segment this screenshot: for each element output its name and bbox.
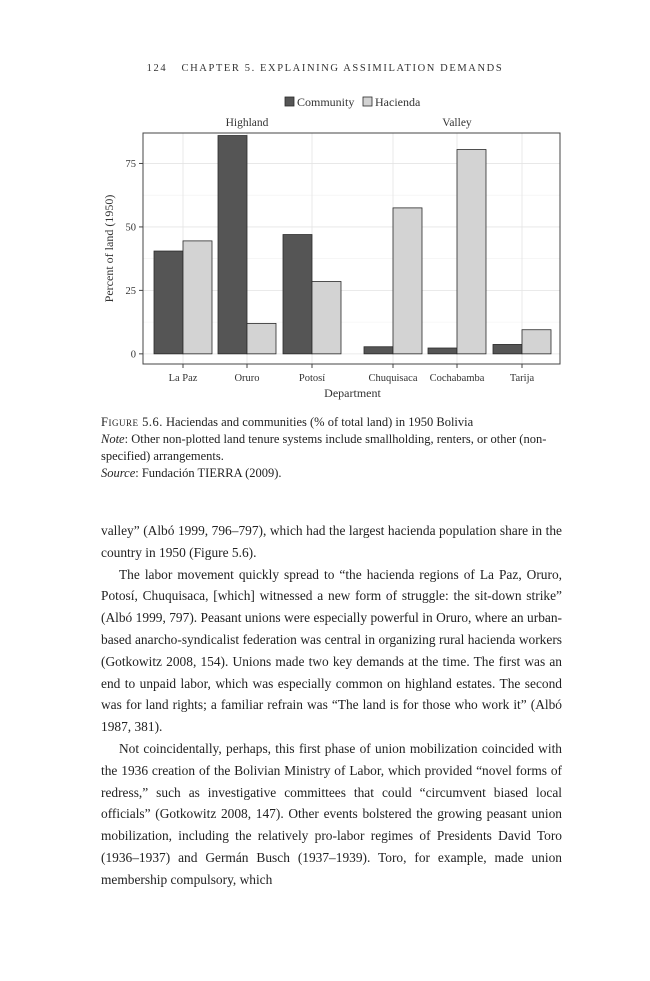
caption-note [101,431,561,465]
source-label: Source [101,466,136,480]
note-label: Note [101,432,125,446]
bar-hacienda-1 [183,241,212,354]
bar-community-6 [493,344,522,353]
y-tick-label: 75 [125,158,136,170]
bar-chart [0,0,650,410]
x-tick-label: Chuquisaca [368,373,418,384]
bar-hacienda-3 [312,282,341,354]
bar-community-2 [218,136,247,354]
figure-title: Haciendas and communities (% of total land) in 1950 Bolivia [162,415,474,429]
bar-hacienda-4 [393,208,422,354]
bar-community-5 [428,348,457,354]
facet-label: Valley [442,117,472,129]
x-tick-label: Oruro [234,373,260,384]
bar-hacienda-2 [247,323,276,353]
bar-community-1 [154,251,183,354]
paragraph-3: Not coincidentally, perhaps, this first phase of union mobilization coincided with the 1936 creation of the Bolivian Ministry of Labor, which provided “novel forms of redress,” such as investigative committees that could “circumvent biased local officials” (Gotkowitz 2008, 147). Other events bolstered the growing peasant union mobilization, including the relatively pro-labor regimes of Presidents David Toro (1936–1937) and Germán Busch (1937–1939). Toro, for example, made union membership compulsory, which [101,740,562,887]
paragraph-1: valley” (Albó 1999, 796–797), which had the largest hacienda population share in the country in 1950 (Figure 5.6). [101,523,562,560]
y-axis-title: Percent of land (1950) [102,194,116,303]
x-tick-label: Potosí [298,373,326,384]
figure-caption [101,414,561,482]
body-text [101,520,562,891]
page-number: 124 [146,63,168,74]
x-tick-label: Cochabamba [429,373,485,384]
bar-hacienda-5 [457,150,486,354]
legend-label-community: Community [297,95,355,109]
source-text: : Fundación TIERRA (2009). [135,466,282,480]
x-tick-label: Tarija [509,373,535,384]
legend-label-hacienda: Hacienda [375,95,421,109]
facet-label: Highland [225,117,269,129]
legend-swatch-hacienda [363,97,372,106]
caption-title-line [101,414,561,431]
bar-community-4 [364,347,393,354]
chapter-title: CHAPTER 5. EXPLAINING ASSIMILATION DEMANDS [181,63,504,74]
bar-hacienda-6 [522,330,551,354]
bar-community-3 [283,235,312,354]
x-axis-title: Department [324,386,381,400]
y-tick-label: 50 [125,222,136,234]
y-tick-label: 25 [125,285,136,297]
figure-label: Figure 5.6. [101,415,163,429]
caption-source [101,465,561,482]
legend-swatch-community [285,97,294,106]
y-tick-label: 0 [130,349,136,361]
x-tick-label: La Paz [168,373,198,384]
paragraph-2: The labor movement quickly spread to “the hacienda regions of La Paz, Oruro, Potosí, Chuquisaca, [which] witnessed a new form of struggle: the sit-down strike” (Albó 1999, 797). Peasant unions were especially powerful in Oruro, where an urban-based anarcho-syndicalist federation was central in organizing rural hacienda workers (Gotkowitz 2008, 154). Unions made two key demands at the time. The first was an end to unpaid labor, which was especially common on highland estates. The second was for land rights; a familiar refrain was “The land is for those who work it” (Albó 1987, 381). [101,566,562,735]
note-text: : Other non-plotted land tenure systems include smallholding, renters, or other (non-specified) arrangements. [101,432,547,463]
